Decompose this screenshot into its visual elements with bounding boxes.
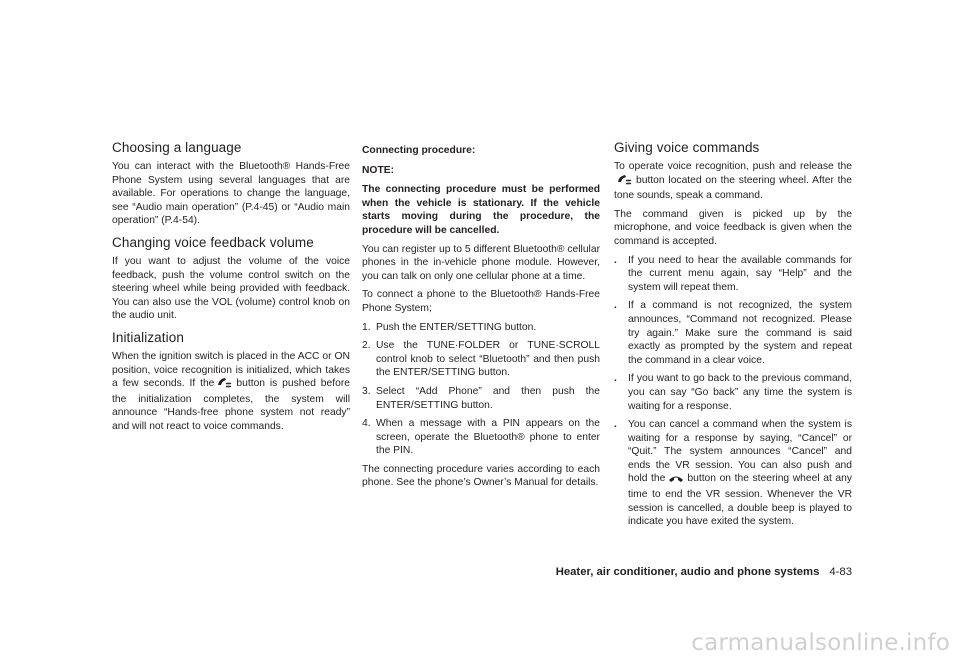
register-text: You can register up to 5 different Bluetooth® cellular phones in the in-vehicle phone module. However, you can talk on only one cellular phone at a time.	[362, 243, 600, 282]
note-label: NOTE:	[362, 164, 395, 176]
voice-intro-part1: To operate voice recognition, push and release the	[614, 161, 852, 172]
voice-bullets	[614, 254, 852, 529]
text-initialization	[112, 350, 350, 434]
step-item	[362, 321, 600, 335]
bullet-text: If a command is not recognized, the system announces, “Command not recognized. Please try again.” Make sure the command is said exactly as prompted by the system and repeat the command in a clear voice.	[628, 300, 852, 366]
command-text: The command given is picked up by the microphone, and voice feedback is given when the command is accepted.	[614, 208, 852, 247]
page-footer	[520, 566, 852, 578]
connect-steps	[362, 321, 600, 458]
note-text: The connecting procedure must be performed when the vehicle is stationary. If the vehicle starts moving during the procedure, the procedure will be cancelled.	[362, 184, 600, 236]
step-text: When a message with a PIN appears on the screen, operate the Bluetooth® phone to enter the PIN.	[376, 418, 600, 457]
footer-title: Heater, air conditioner, audio and phone systems	[555, 566, 820, 578]
bullet-text-part2: button on the steering wheel at any time to end the VR session. Whenever the VR session is cancelled, a double beep is played to indicate you have exited the system.	[628, 473, 852, 528]
bullet-mark: .	[614, 419, 617, 431]
step-text: Push the ENTER/SETTING button.	[376, 321, 537, 333]
page-number: 4-83	[829, 566, 852, 578]
right-column	[614, 140, 852, 534]
step-item	[362, 339, 600, 380]
bullet-text: If you want to go back to the previous command, you can say “Go back” any time the system is waiting for a response.	[628, 373, 852, 412]
bullet-item	[614, 418, 852, 529]
phone-voice-icon	[217, 377, 233, 393]
voice-intro-part2: button located on the steering wheel. After the tone sounds, speak a command.	[614, 174, 852, 202]
bullet-mark: .	[614, 300, 617, 312]
middle-column	[362, 144, 600, 495]
bullet-mark: .	[614, 254, 617, 266]
left-column	[112, 140, 350, 441]
watermark: carmanualsonline.info	[691, 630, 950, 656]
heading-initialization: Initialization	[112, 329, 184, 345]
closing-text: The connecting procedure varies according to each phone. See the phone’s Owner’s Manual for details.	[362, 463, 600, 489]
step-text: Use the TUNE·FOLDER or TUNE·SCROLL control knob to select “Bluetooth” and then push the ENTER/SETTING button.	[376, 340, 600, 379]
step-number: 1.	[362, 321, 371, 333]
heading-choosing-language: Choosing a language	[112, 140, 242, 155]
phone-hangup-icon	[668, 474, 684, 488]
bullet-item	[614, 299, 852, 367]
section-voice-feedback	[112, 235, 350, 323]
step-number: 4.	[362, 418, 371, 430]
text-voice-feedback: If you want to adjust the volume of the voice feedback, push the volume control switch on the steering wheel while being provided with feedback. You can also use the VOL (volume) control knob on the audio unit.	[112, 255, 350, 322]
step-number: 2.	[362, 340, 371, 352]
bullet-text-part1: You can cancel a command when the system is waiting for a response by saying, “Cancel” or “Quit.” The system announces “Cancel” and ends the VR session. You can also push and hold the	[628, 419, 852, 485]
step-item	[362, 417, 600, 458]
step-text: Select “Add Phone” and then push the ENTER/SETTING button.	[376, 385, 600, 411]
voice-intro	[614, 160, 852, 203]
bullet-item	[614, 372, 852, 413]
bullet-mark: .	[614, 373, 617, 385]
phone-voice-icon	[617, 174, 633, 190]
text-initialization-part1: When the ignition switch is placed in the ACC or ON position, voice recognition is initialized, which takes a few seconds. If the	[112, 350, 350, 390]
connect-intro: To connect a phone to the Bluetooth® Hands-Free Phone System;	[362, 289, 600, 314]
section-choosing-language	[112, 140, 350, 228]
step-item	[362, 385, 600, 412]
text-initialization-part2: button is pushed before the initialization completes, the system will announce “Hands-free phone system not ready” and will not react to voice commands.	[112, 378, 350, 432]
text-choosing-language: You can interact with the Bluetooth® Hands-Free Phone System using several languages that are available. For operations to change the language, see “Audio main operation” (P.4-45) or “Audio main operation” (P.4-54).	[112, 161, 350, 227]
section-initialization	[112, 330, 350, 434]
step-number: 3.	[362, 385, 371, 397]
bullet-item	[614, 254, 852, 295]
bullet-text: If you need to hear the available commands for the current menu again, say “Help” and the system will repeat them.	[628, 254, 852, 293]
heading-voice-feedback: Changing voice feedback volume	[112, 234, 314, 250]
heading-voice-commands: Giving voice commands	[614, 140, 760, 155]
connecting-procedure-heading: Connecting procedure:	[362, 145, 476, 156]
